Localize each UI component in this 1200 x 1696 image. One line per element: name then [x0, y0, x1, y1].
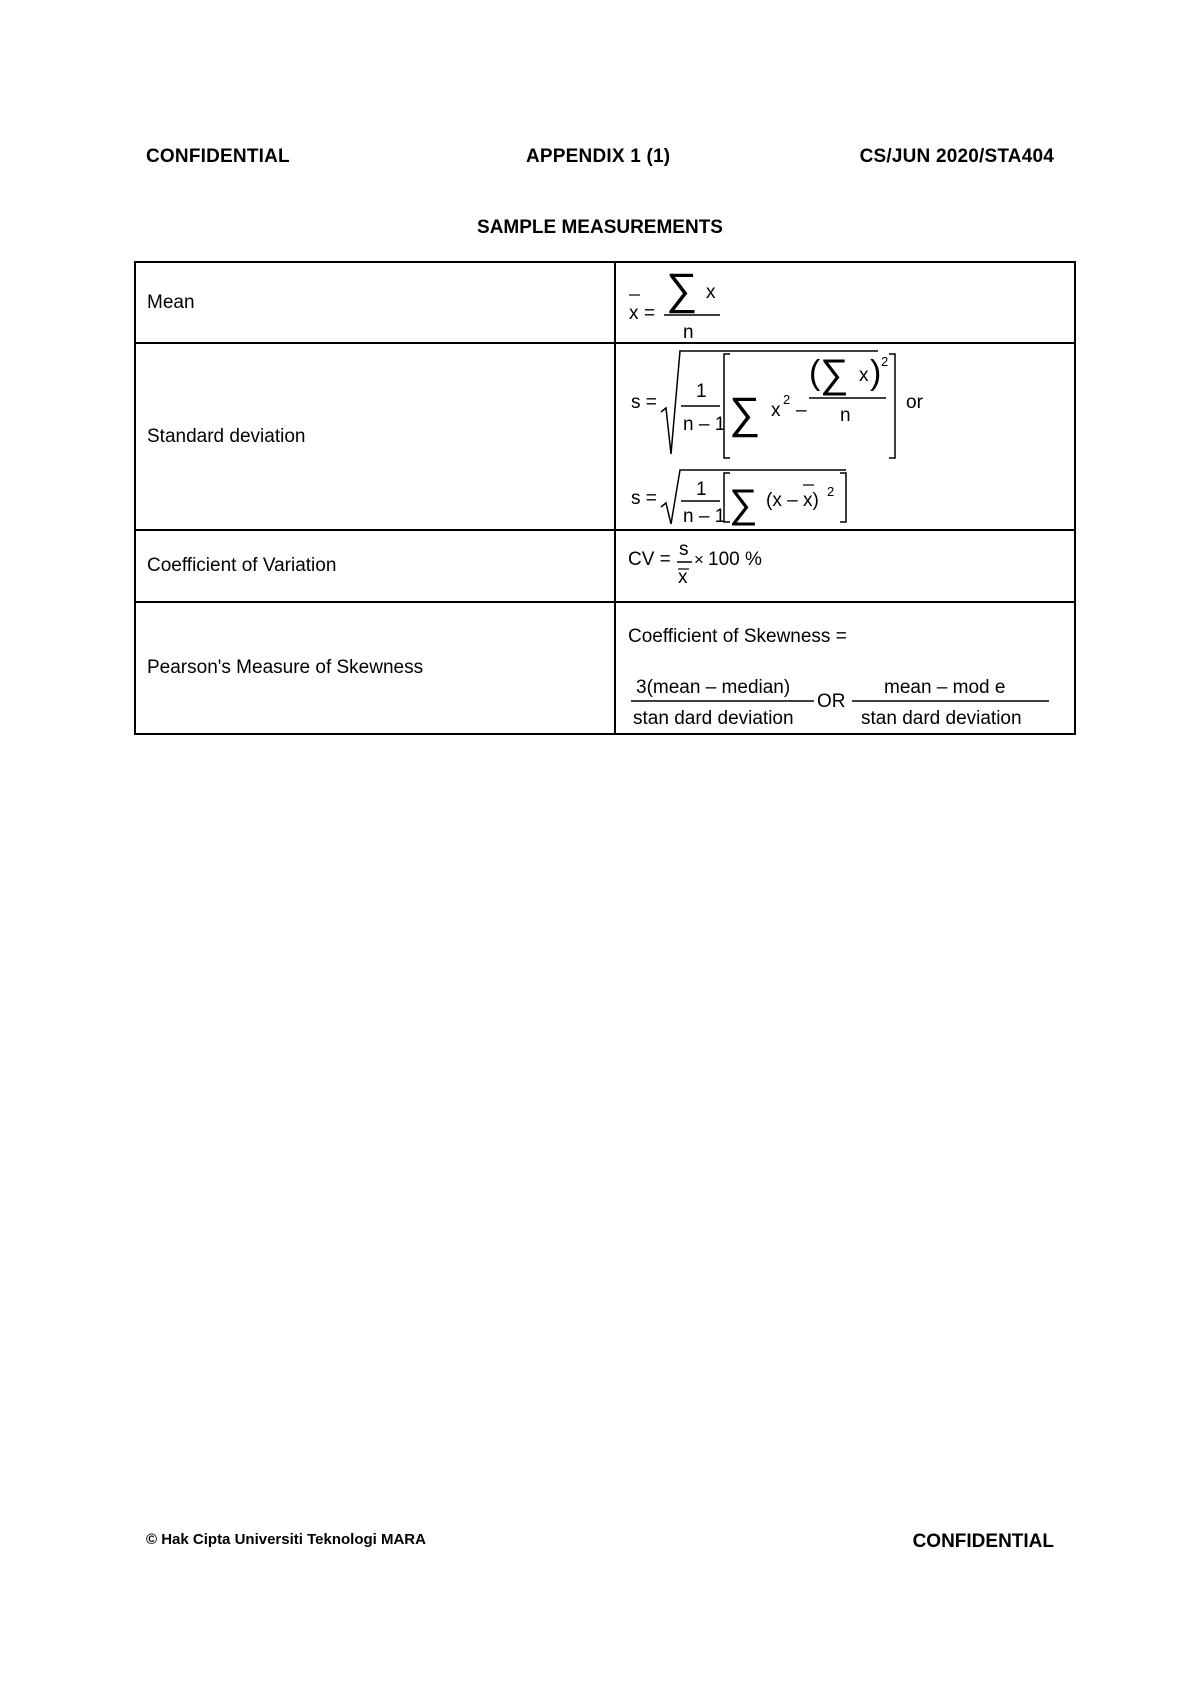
footer-confidential: CONFIDENTIAL — [912, 1531, 1054, 1552]
svg-text:x: x — [771, 400, 781, 421]
svg-text:(: ( — [809, 354, 821, 392]
svg-text:2: 2 — [881, 354, 889, 369]
svg-text:): ) — [870, 354, 882, 392]
row-label-skewness: Pearson's Measure of Skewness — [135, 602, 615, 734]
formula-cell-standard-deviation — [615, 343, 1075, 530]
svg-text:×: × — [694, 550, 704, 569]
coefficient-of-variation-formula — [616, 531, 1086, 601]
page-title: SAMPLE MEASUREMENTS — [477, 217, 723, 238]
svg-text:s =: s = — [631, 488, 657, 509]
skewness-formula — [616, 603, 1086, 733]
svg-text:(x – x): (x – x) — [766, 490, 819, 511]
svg-text:∑: ∑ — [729, 482, 758, 526]
skewness-connector: OR — [817, 691, 846, 712]
svg-text:∑: ∑ — [666, 265, 698, 314]
svg-text:∑: ∑ — [820, 352, 849, 396]
formula-cell-skewness — [615, 602, 1075, 734]
svg-text:x: x — [629, 303, 639, 324]
table-row-standard-deviation — [135, 343, 1075, 530]
standard-deviation-formula — [616, 344, 1086, 529]
svg-text:=: = — [644, 303, 656, 324]
row-label-mean: Mean — [135, 262, 615, 343]
table-row-mean — [135, 262, 1075, 343]
measurements-table — [134, 261, 1076, 735]
header-appendix: APPENDIX 1 (1) — [526, 146, 671, 167]
svg-text:1: 1 — [696, 479, 707, 500]
svg-text:2: 2 — [827, 484, 835, 499]
svg-text:1: 1 — [696, 381, 707, 402]
skewness-option1-denominator: stan dard deviation — [633, 708, 794, 729]
formula-cell-mean — [615, 262, 1075, 343]
row-label-coefficient-of-variation: Coefficient of Variation — [135, 530, 615, 602]
svg-text:s =: s = — [631, 392, 657, 413]
formula-cell-coefficient-of-variation — [615, 530, 1075, 602]
table-row-skewness — [135, 602, 1075, 734]
footer-copyright: © Hak Cipta Universiti Teknologi MARA — [146, 1531, 426, 1548]
svg-text:x: x — [678, 567, 688, 588]
header-confidential: CONFIDENTIAL — [146, 146, 290, 167]
svg-text:n – 1: n – 1 — [683, 506, 726, 527]
svg-text:x: x — [706, 282, 716, 303]
svg-text:x: x — [859, 365, 869, 386]
percent-value: 100 % — [708, 549, 762, 570]
svg-text:–: – — [796, 400, 807, 421]
skewness-option2-denominator: stan dard deviation — [861, 708, 1022, 729]
svg-text:s: s — [679, 539, 689, 560]
svg-text:∑: ∑ — [729, 389, 761, 438]
skewness-option2-numerator: mean – mod e — [884, 677, 1006, 698]
table-row-coefficient-of-variation — [135, 530, 1075, 602]
header-course-code: CS/JUN 2020/STA404 — [859, 146, 1054, 167]
svg-text:n – 1: n – 1 — [683, 414, 726, 435]
mean-formula — [616, 263, 1086, 342]
svg-text:n: n — [683, 322, 694, 342]
or-word: or — [906, 392, 923, 413]
skewness-option1-numerator: 3(mean – median) — [636, 677, 791, 698]
svg-text:2: 2 — [783, 392, 791, 407]
svg-text:CV =: CV = — [628, 549, 671, 570]
svg-text:n: n — [840, 405, 851, 426]
row-label-standard-deviation: Standard deviation — [135, 343, 615, 530]
skewness-intro: Coefficient of Skewness = — [628, 626, 847, 647]
